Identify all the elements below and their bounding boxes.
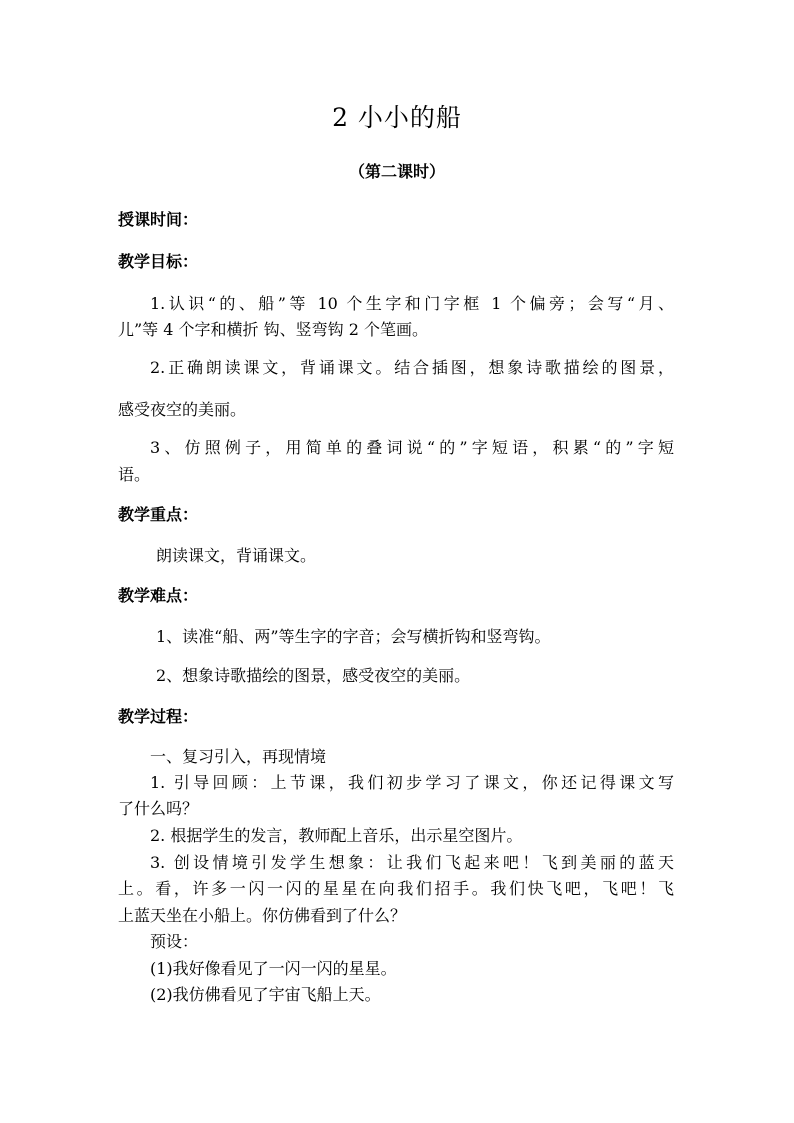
process-item-3-line-2: 上。看，许多一闪一闪的星星在向我们招手。我们快飞吧，飞吧！飞 — [118, 879, 674, 898]
process-item-3-line-1: 3. 创设情境引发学生想象：让我们飞起来吧！飞到美丽的蓝天 — [150, 853, 674, 872]
process-item-2: 2. 根据学生的发言，教师配上音乐，出示星空图片。 — [150, 826, 523, 845]
process-item-1-line-1: 1. 引导回顾：上节课，我们初步学习了课文，你还记得课文写 — [150, 773, 674, 792]
goal-3-line-1: 3、仿照例子，用简单的叠词说“的”字短语，积累“的”字短 — [150, 438, 674, 457]
process-item-3-line-3: 上蓝天坐在小船上。你仿佛看到了什么？ — [118, 906, 407, 925]
difficulty-item-1: 1、读准“船、两”等生字的字音；会写横折钩和竖弯钩。 — [156, 627, 551, 646]
goal-2-line-1: 2.正确朗读课文，背诵课文。结合插图，想象诗歌描绘的图景， — [150, 358, 674, 377]
goals-heading: 教学目标： — [118, 252, 199, 271]
document-title: 2 小小的船 — [332, 103, 462, 132]
preset-item-1: (1)我好像看见了一闪一闪的星星。 — [150, 959, 397, 978]
key-points-heading: 教学重点： — [118, 505, 199, 524]
process-heading: 教学过程： — [118, 707, 199, 726]
preset-label: 预设： — [150, 932, 199, 951]
preset-item-2: (2)我仿佛看见了宇宙飞船上天。 — [150, 985, 381, 1004]
difficulty-heading: 教学难点： — [118, 586, 199, 605]
goal-1-line-2: 儿”等 4 个字和横折 钩、竖弯钩 2 个笔画。 — [118, 320, 428, 339]
goal-3-line-2: 语。 — [118, 465, 151, 484]
key-points-text: 朗读课文，背诵课文。 — [156, 546, 317, 565]
process-step-heading: 一、复习引入，再现情境 — [150, 747, 327, 766]
process-item-1-line-2: 了什么吗？ — [118, 799, 199, 818]
difficulty-item-2: 2、想象诗歌描绘的图景，感受夜空的美丽。 — [156, 666, 471, 685]
document-subtitle: （第二课时） — [348, 162, 445, 181]
time-heading: 授课时间： — [118, 210, 199, 229]
goal-2-line-2: 感受夜空的美丽。 — [118, 400, 247, 419]
goal-1-line-1: 1.认识“的、船”等 10 个生字和门字框 1 个偏旁；会写“月、 — [150, 294, 674, 313]
